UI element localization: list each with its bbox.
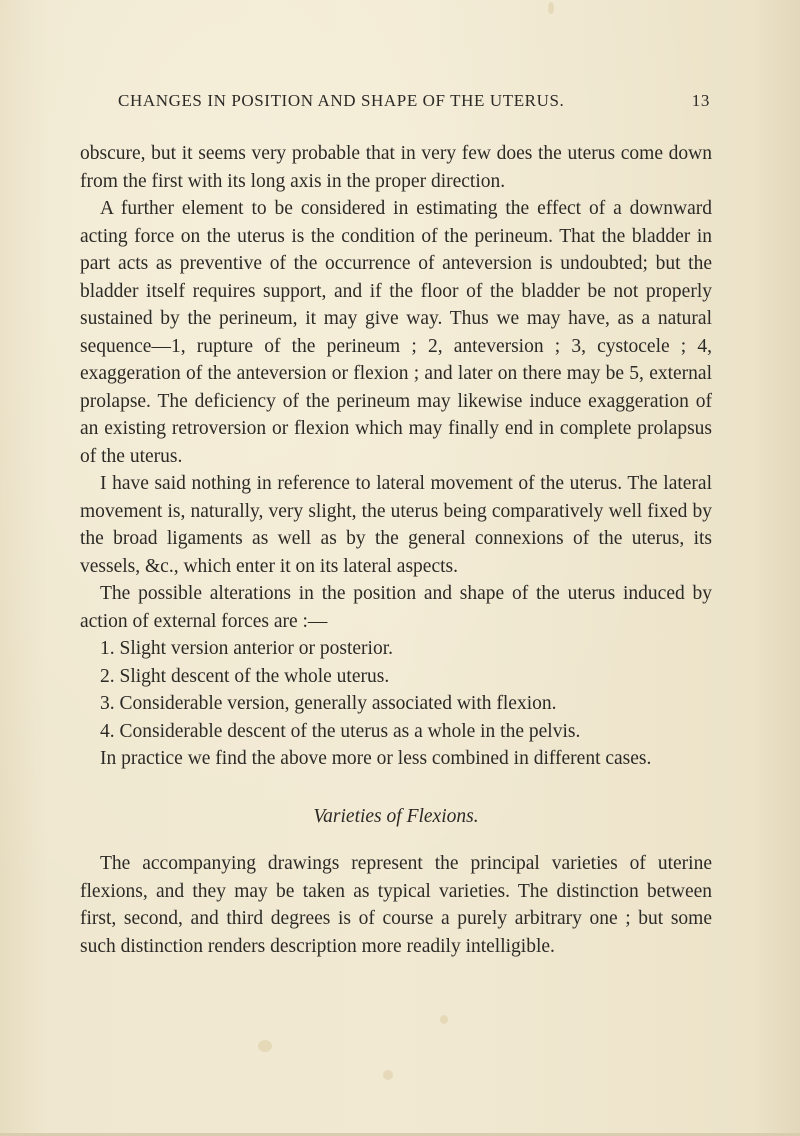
list-item: 3. Considerable version, generally associated with flexion. [100,693,557,714]
foxing-spot [258,1040,272,1052]
running-header [118,91,710,117]
section-heading: Varieties of Flexions. [313,805,479,827]
alterations-list [80,635,712,745]
list-item: 4. Considerable descent of the uterus as a whole in the pelvis. [100,720,581,742]
paragraph: A further element to be considered in estimating the effect of a downward acting force on the uterus is the condition of the perineum. That the bladder in part acts as preventive of the occurrence of anteversion is undoubted; but the bladder itself requires support, and if the floor of the bladder be not properly sustained by the perineum, it may give way. Thus we may have, as a natural sequence—1, rupture of the perineum ; 2, anteversion ; 3, cystocele ; 4, exaggeration of the anteversion or flexion ; and later on there may be 5, external prolapse. The deficiency of the perineum may likewise induce exaggeration of an existing retroversion or flexion which may finally end in complete prolapsus of the uterus. [80,198,712,467]
foxing-spot [548,2,554,14]
foxing-spot [383,1070,393,1080]
paragraph: The accompanying drawings represent the principal varieties of uterine flexions, and they may be taken as typical varieties. The distinction between first, second, and third degrees is of course a purely arbitrary one ; but some such distinction renders description more readily intelligible. [80,853,712,957]
page-number: 13 [691,91,710,110]
body-text [80,140,712,960]
paragraph: In practice we find the above more or less combined in different cases. [100,748,652,769]
paragraph: I have said nothing in reference to lateral movement of the uterus. The lateral movement is, naturally, very slight, the uterus being comparatively well fixed by the broad ligaments as well as by the general connexions of the uterus, its vessels, &c., which enter it on its lateral aspects. [80,473,712,577]
running-title: CHANGES IN POSITION AND SHAPE OF THE UTERUS. [118,91,565,110]
paragraph: obscure, but it seems very probable that in very few does the uterus come down from the first with its long axis in the proper direction. [80,143,712,192]
list-item: 2. Slight descent of the whole uterus. [100,665,390,687]
foxing-spot [440,1015,448,1024]
paragraph: The possible alterations in the position and shape of the uterus induced by action of external forces are :— [80,583,712,632]
list-item: 1. Slight version anterior or posterior. [100,638,393,659]
